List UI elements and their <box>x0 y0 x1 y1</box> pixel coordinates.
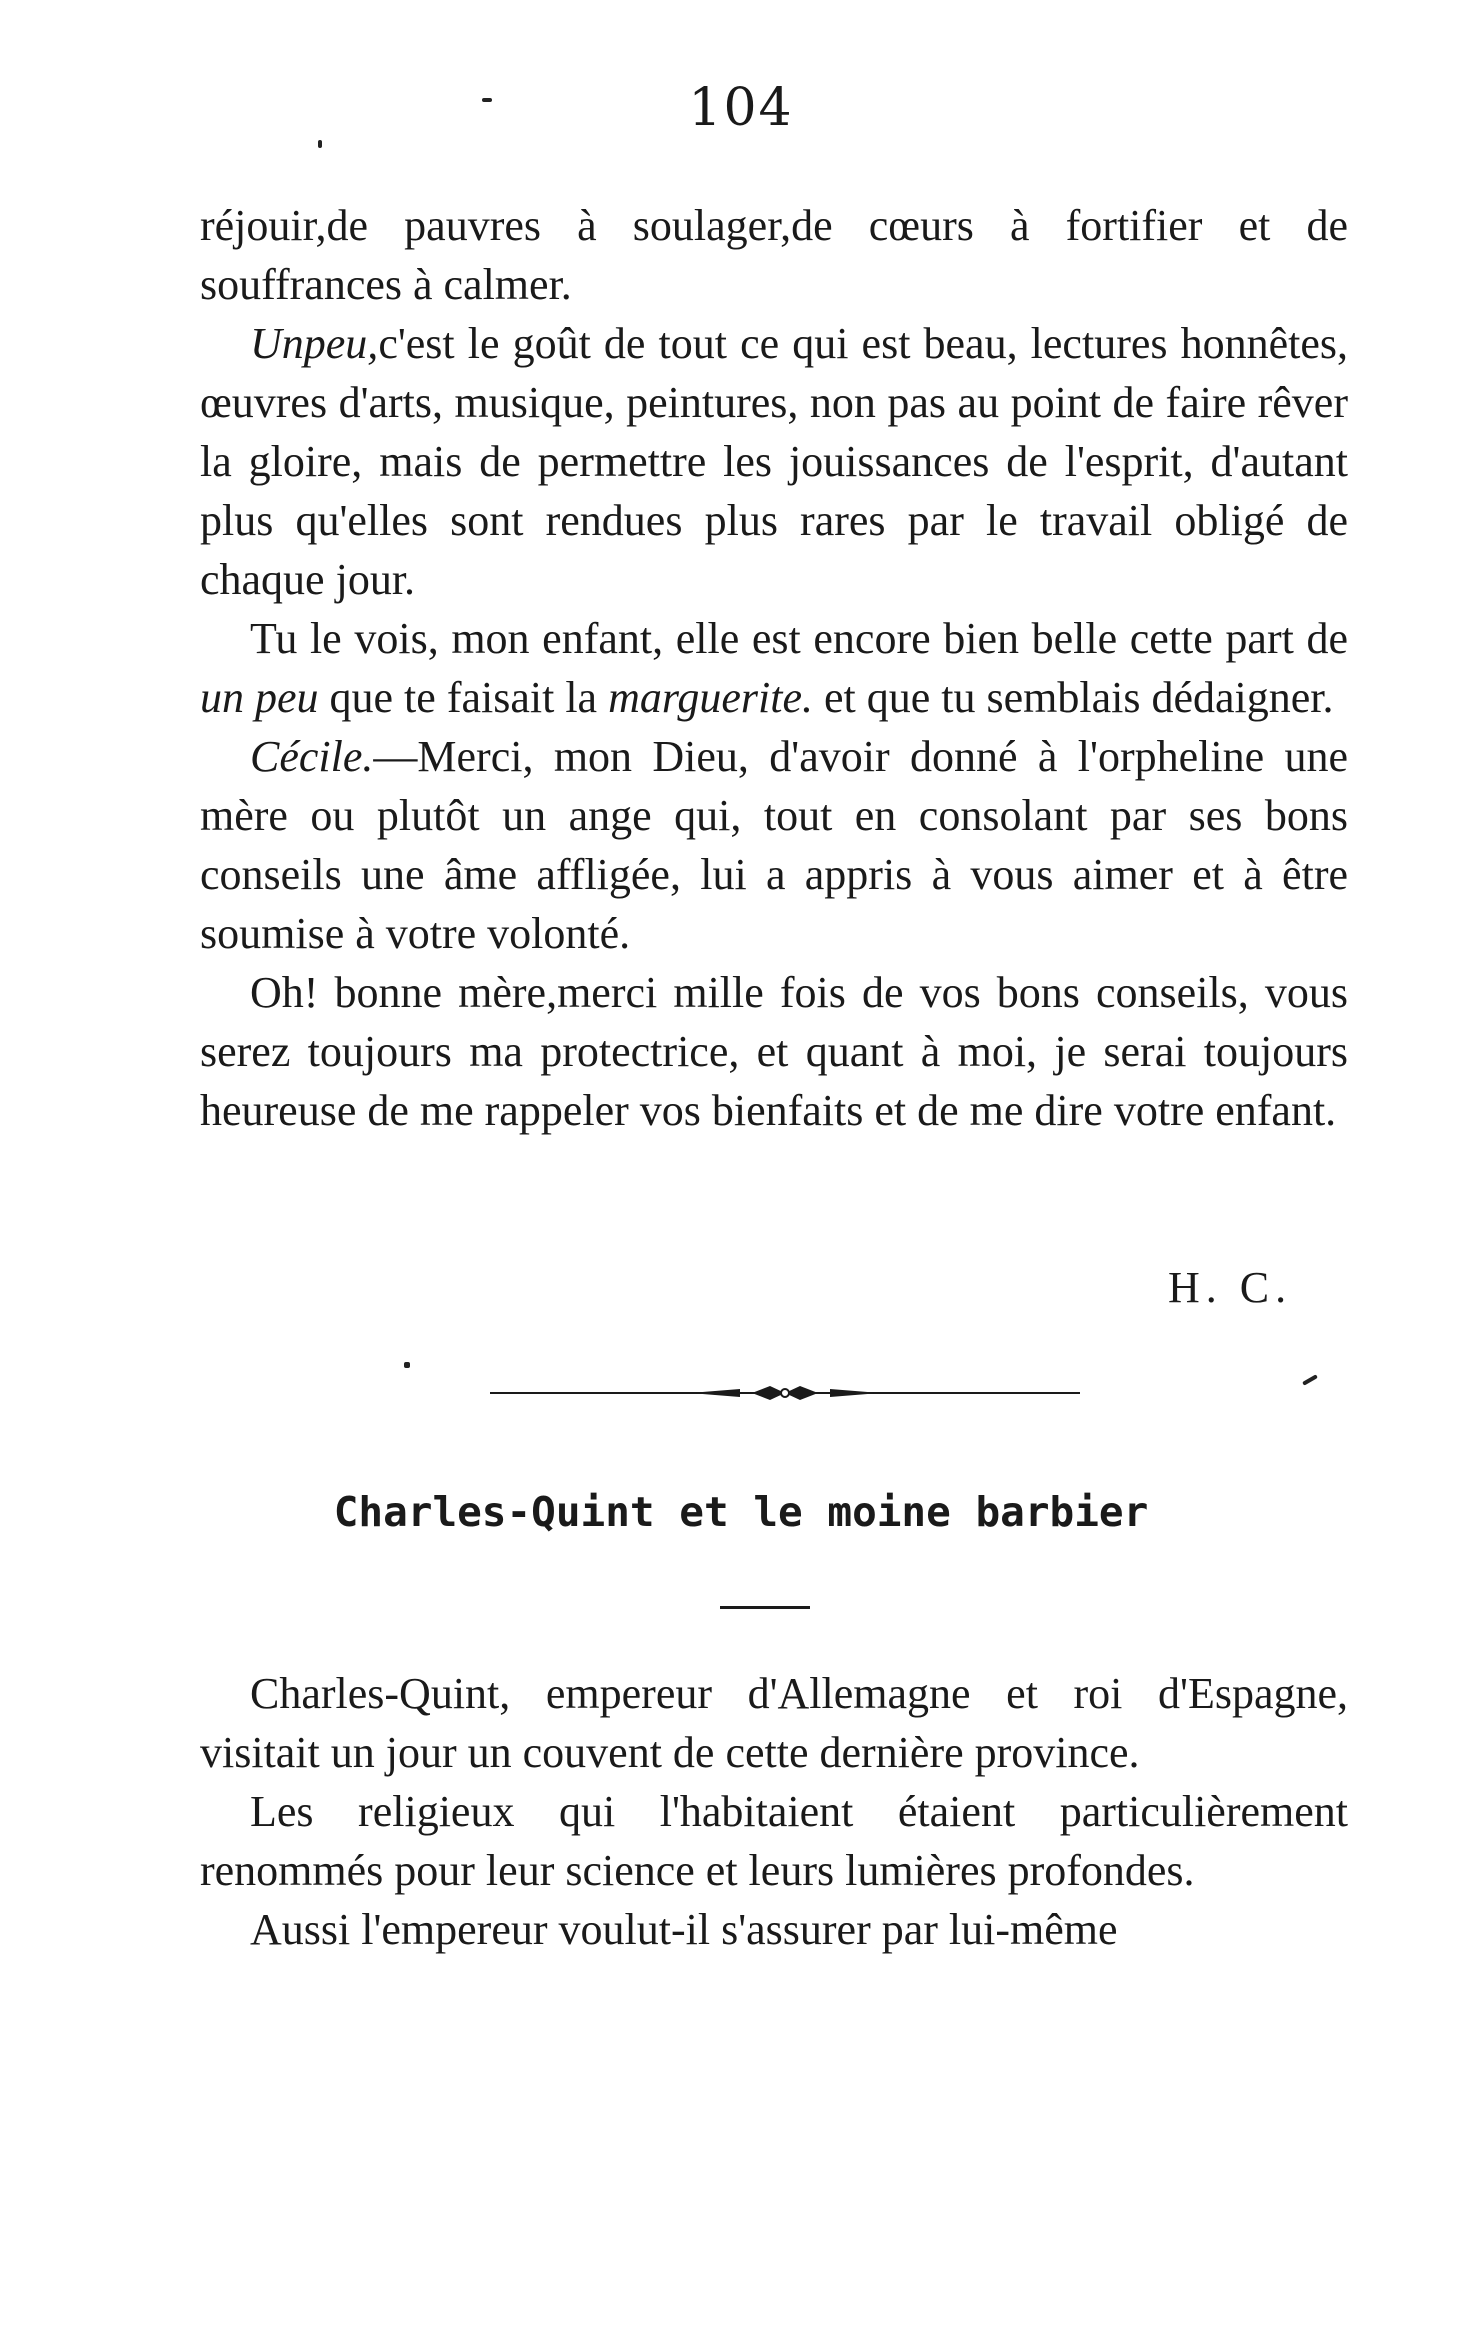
ink-speck <box>404 1362 410 1368</box>
paragraph-continuation: réjouir,de pauvres à soulager,de cœurs à fortifier et de souffrances à calmer. <box>200 201 1348 309</box>
italic-un-peu: Unpeu, <box>250 319 379 368</box>
paragraph-empereur: Aussi l'empereur voulut-il s'assurer par lui-même <box>250 1905 1118 1954</box>
paragraph-text: Tu le vois, mon enfant, elle est encore bien belle cette part de <box>250 614 1348 663</box>
title-rule <box>720 1606 810 1609</box>
page-number: 104 <box>688 78 794 138</box>
first-passage <box>200 196 1348 1140</box>
speaker-cecile: Cécile. <box>250 732 374 781</box>
second-passage <box>200 1664 1348 1959</box>
paragraph-cecile <box>200 727 1348 963</box>
signature-initials: H. C. <box>1168 1263 1293 1312</box>
paragraph-part <box>200 609 1348 727</box>
paragraph-text: que te faisait la <box>318 673 609 722</box>
italic-un-peu-inline: un peu <box>200 673 319 722</box>
paragraph-text: et que tu semblais dédaigner. <box>812 673 1334 722</box>
ornamental-divider <box>490 1378 1080 1408</box>
paragraph-charles-quint: Charles-Quint, empereur d'Allemagne et roi d'Espagne, visitait un jour un couvent de cette dernière province. <box>200 1669 1348 1777</box>
paragraph-religieux: Les religieux qui l'habitaient étaient particulièrement renommés pour leur science et leurs lumières profondes. <box>200 1787 1348 1895</box>
paragraph-text: —Merci, mon Dieu, d'avoir donné à l'orpheline une mère ou plutôt un ange qui, tout en consolant par ses bons conseils une âme affligée, lui a appris à vous aimer et à être soumise à votre volonté. <box>200 732 1348 958</box>
paragraph-text: c'est le goût de tout ce qui est beau, lectures honnêtes, œuvres d'arts, musique, peintures, non pas au point de faire rêver la gloire, mais de permettre les jouissances de l'esprit, d'autant plus qu'elles sont rendues plus rares par le travail obligé de chaque jour. <box>200 319 1348 604</box>
italic-marguerite: marguerite. <box>608 673 813 722</box>
section-title: Charles-Quint et le moine barbier <box>333 1488 1149 1536</box>
ink-speck <box>1302 1374 1318 1385</box>
paragraph-un-peu <box>200 314 1348 609</box>
ink-speck <box>318 140 322 148</box>
paragraph-bonne-mere: Oh! bonne mère,merci mille fois de vos bons conseils, vous serez toujours ma protectrice, et quant à moi, je serai toujours heureuse de me rappeler vos bienfaits et de me dire votre enfant. <box>200 968 1348 1135</box>
